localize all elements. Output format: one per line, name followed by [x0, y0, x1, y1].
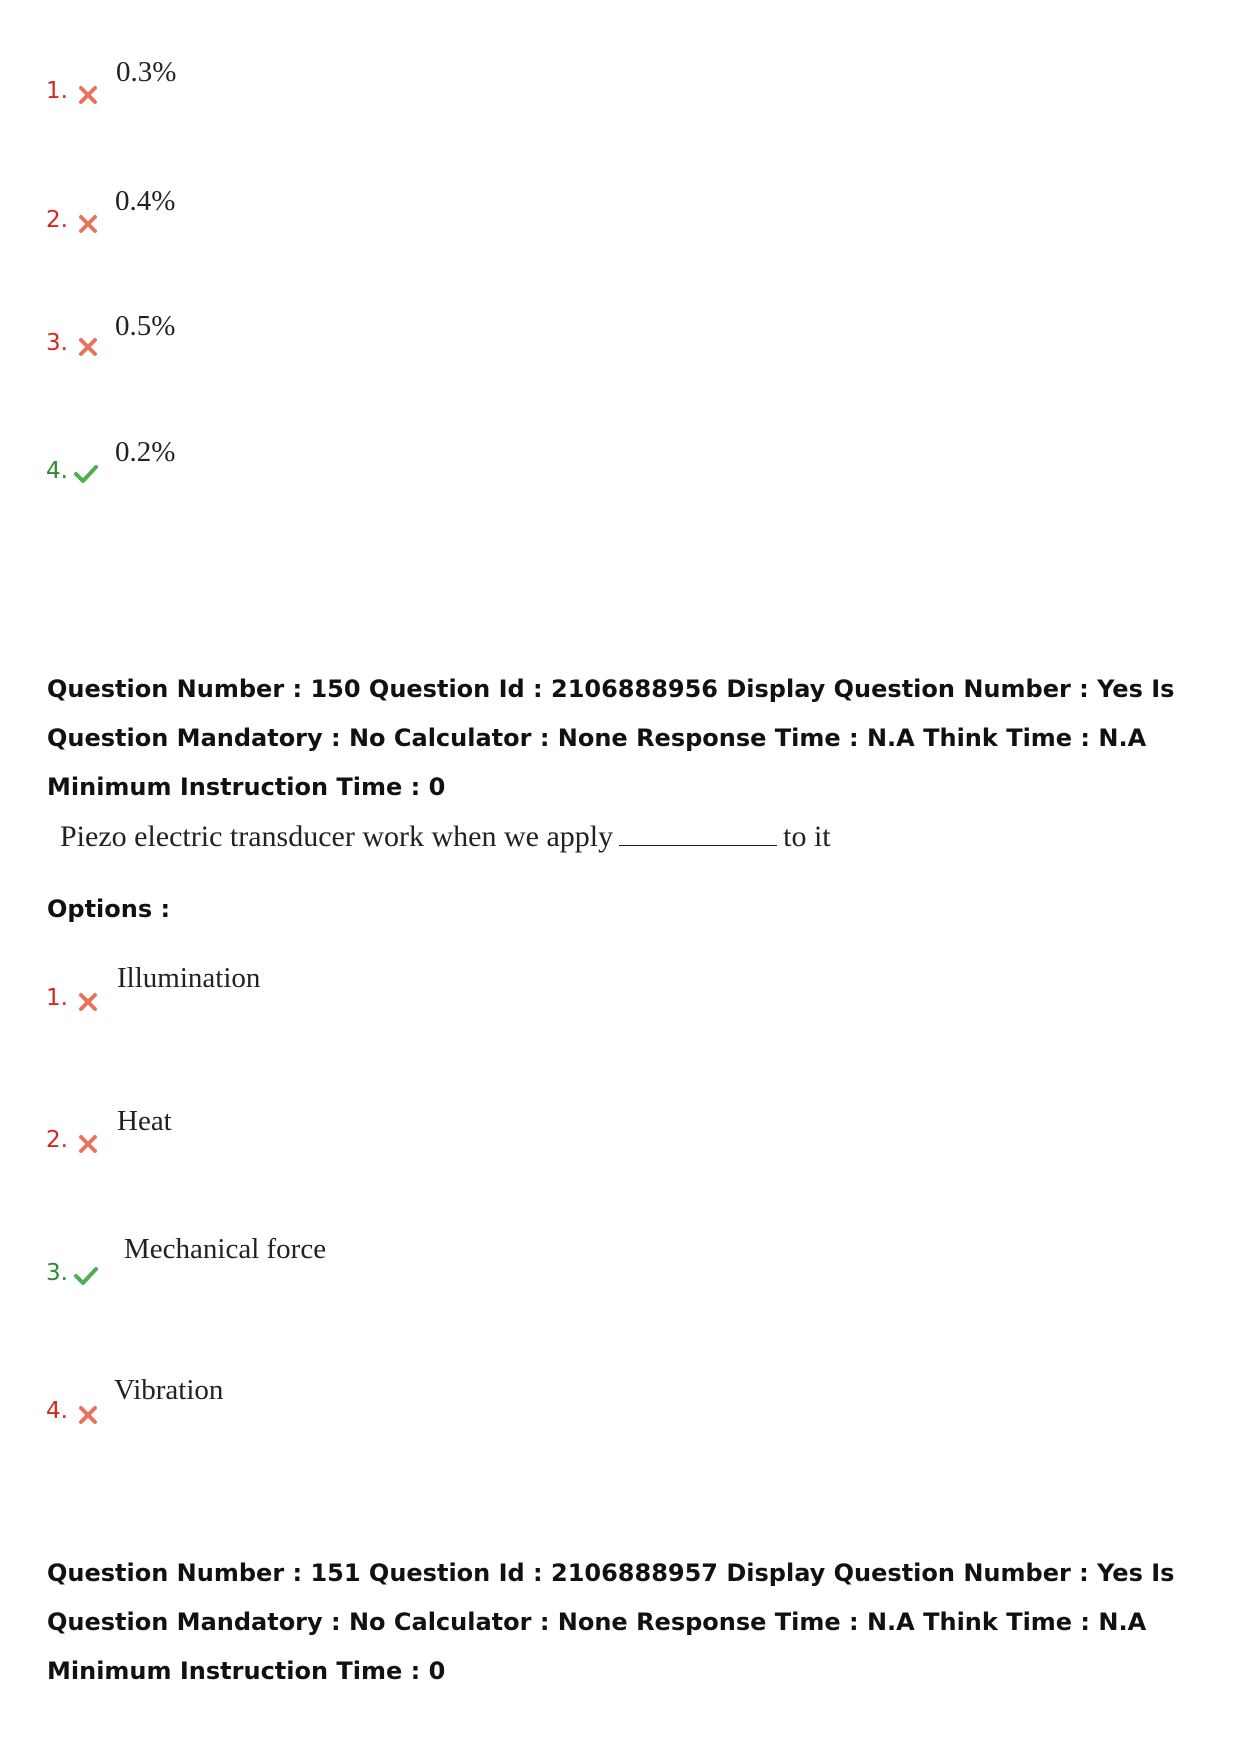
- question-text-end: to it: [783, 820, 831, 853]
- option-value: 0.2%: [115, 436, 176, 468]
- option-number: 2.: [46, 207, 68, 233]
- option-number: 2.: [46, 1127, 68, 1153]
- check-icon: [73, 1263, 99, 1289]
- option-value: 0.4%: [115, 185, 176, 217]
- cross-icon: [75, 1402, 101, 1428]
- option-value: Heat: [117, 1105, 172, 1137]
- option-number: 4.: [46, 458, 68, 484]
- option-value: 0.3%: [116, 56, 177, 88]
- cross-icon: [75, 211, 101, 237]
- cross-icon: [75, 82, 101, 108]
- option-value: 0.5%: [115, 310, 176, 342]
- cross-icon: [75, 989, 101, 1015]
- option-number: 4.: [46, 1398, 68, 1424]
- option-value: Mechanical force: [124, 1233, 327, 1265]
- option-number: 1.: [46, 78, 68, 104]
- question-text-start: Piezo electric transducer work when we apply: [60, 820, 614, 853]
- cross-icon: [75, 334, 101, 360]
- answer-blank: [619, 823, 777, 846]
- question-151-header: Question Number : 151 Question Id : 2106888957 Display Question Number : Yes Is Question Mandatory : No Calculator : None Response Time : N.A Think Time : N.A Minimum Instruction Time : 0: [47, 1559, 1175, 1685]
- option-number: 3.: [46, 1260, 68, 1286]
- question-150-text: [60, 820, 831, 854]
- question-150-header: Question Number : 150 Question Id : 2106888956 Display Question Number : Yes Is Question Mandatory : No Calculator : None Response Time : N.A Think Time : N.A Minimum Instruction Time : 0: [47, 675, 1175, 801]
- cross-icon: [75, 1131, 101, 1157]
- check-icon: [73, 461, 99, 487]
- option-number: 1.: [46, 985, 68, 1011]
- option-number: 3.: [46, 330, 68, 356]
- option-value: Vibration: [114, 1374, 224, 1406]
- option-value: Illumination: [117, 962, 261, 994]
- options-label: Options :: [47, 895, 171, 923]
